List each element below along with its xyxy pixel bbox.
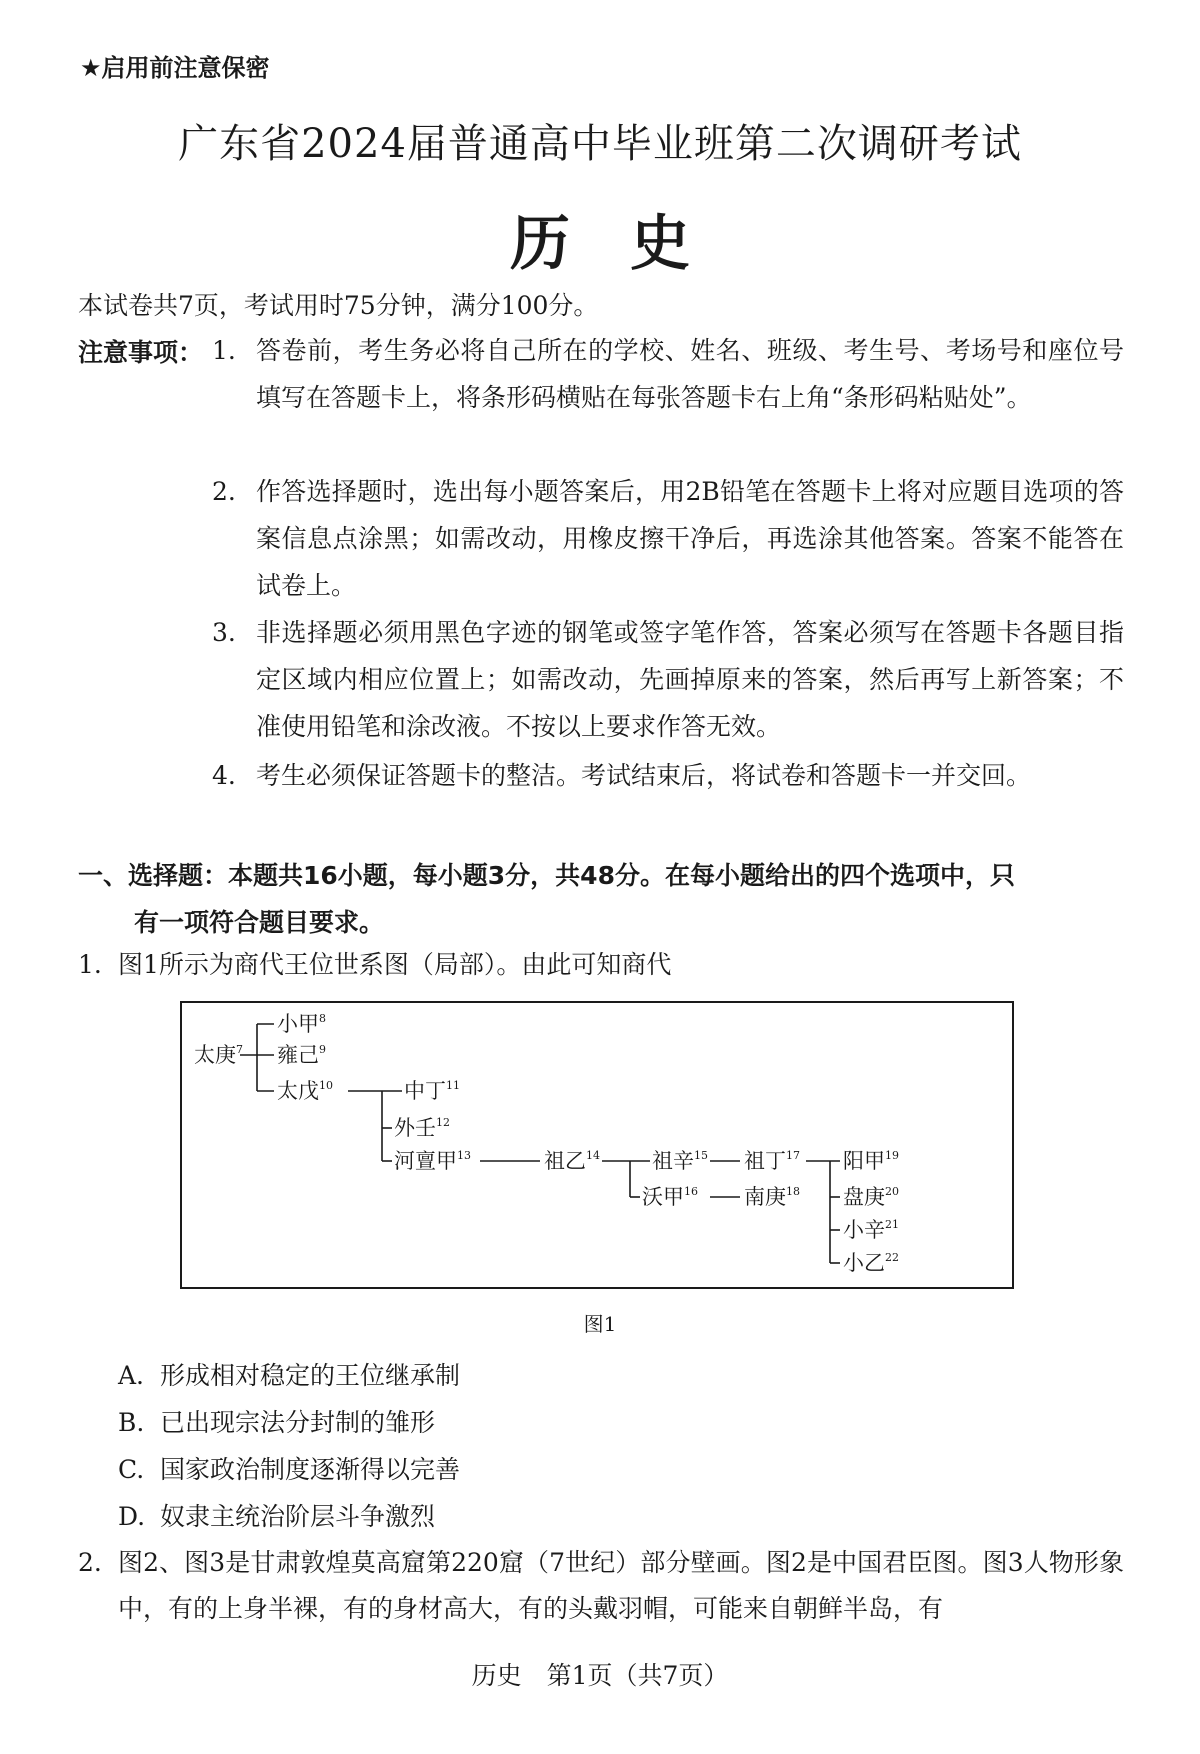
- notice-item-text: 答卷前，考生务必将自己所在的学校、姓名、班级、考生号、考场号和座位号填写在答题卡上，将条形码横贴在每张答题卡右上角“条形码粘贴处”。: [256, 336, 1124, 412]
- king-wairen: 外壬$^{12}$: [394, 1116, 450, 1140]
- exam-intro: 本试卷共7页，考试用时75分钟，满分100分。: [78, 291, 599, 320]
- option-text: 国家政治制度逐渐得以完善: [160, 1455, 461, 1484]
- question-2: [78, 1540, 1124, 1632]
- option-text: 奴隶主统治阶层斗争激烈: [160, 1502, 436, 1531]
- page-footer: 历史 第1页（共7页）: [471, 1661, 729, 1690]
- figure-caption: 图1: [583, 1312, 617, 1336]
- king-taigeng: 太庚$^7$: [194, 1043, 243, 1067]
- section-heading-line2: 有一项符合题目要求。: [134, 908, 385, 937]
- option-label: C.: [118, 1455, 145, 1484]
- king-wojia: 沃甲$^{16}$: [642, 1185, 698, 1209]
- option-a[interactable]: [118, 1356, 460, 1392]
- notice-item-number: 4.: [212, 761, 236, 790]
- genealogy-figure: [180, 1001, 1014, 1289]
- option-label: A.: [118, 1361, 145, 1390]
- king-xiaoyi: 小乙$^{22}$: [843, 1251, 899, 1275]
- king-pangeng: 盘庚$^{20}$: [843, 1185, 899, 1209]
- question-1: [78, 942, 1124, 988]
- question-number: 1.: [78, 950, 102, 979]
- option-c[interactable]: [118, 1450, 460, 1486]
- notice-item-text: 考生必须保证答题卡的整洁。考试结束后，将试卷和答题卡一并交回。: [256, 761, 1032, 790]
- notice-item-4: [212, 752, 1124, 799]
- notice-item-number: 2.: [212, 477, 236, 506]
- option-label: B.: [118, 1408, 145, 1437]
- notice-item-number: 3.: [212, 618, 236, 647]
- king-nangeng: 南庚$^{18}$: [744, 1185, 800, 1209]
- genealogy-lines: [240, 1024, 840, 1263]
- confidential-mark: ★启用前注意保密: [80, 54, 270, 82]
- genealogy-diagram: [182, 1003, 1012, 1287]
- notice-item-number: 1.: [212, 336, 236, 365]
- question-stem: 图2、图3是甘肃敦煌莫高窟第220窟（7世纪）部分壁画。图2是中国君臣图。图3人物形象中，有的上身半裸，有的身材高大，有的头戴羽帽，可能来自朝鲜半岛，有: [118, 1548, 1124, 1623]
- section-heading-line1: 一、选择题：本题共16小题，每小题3分，共48分。在每小题给出的四个选项中，只: [78, 861, 1015, 890]
- king-xiaoxin: 小辛$^{21}$: [843, 1218, 899, 1242]
- king-taiwu: 太戊$^{10}$: [277, 1079, 333, 1103]
- section-heading: [78, 852, 1128, 946]
- notice-item-3: [212, 609, 1124, 750]
- notice-item-2: [212, 468, 1124, 609]
- notice-item-text: 非选择题必须用黑色字迹的钢笔或签字笔作答，答案必须写在答题卡各题目指定区域内相应位置上；如需改动，先画掉原来的答案，然后再写上新答案；不准使用铅笔和涂改液。不按以上要求作答无效。: [256, 618, 1124, 741]
- king-xiaojia: 小甲$^8$: [277, 1012, 326, 1036]
- king-zuding: 祖丁$^{17}$: [744, 1149, 800, 1173]
- king-zuxin: 祖辛$^{15}$: [652, 1149, 708, 1173]
- notice-label: 注意事项：: [78, 338, 204, 367]
- option-text: 形成相对稳定的王位继承制: [160, 1361, 461, 1390]
- notice-item-text: 作答选择题时，选出每小题答案后，用2B铅笔在答题卡上将对应题目选项的答案信息点涂黑；如需改动，用橡皮擦干净后，再选涂其他答案。答案不能答在试卷上。: [256, 477, 1124, 600]
- notice-item-1: [212, 327, 1124, 468]
- question-number: 2.: [78, 1548, 102, 1577]
- option-label: D.: [118, 1502, 146, 1531]
- king-yangjia: 阳甲$^{19}$: [843, 1149, 899, 1173]
- king-zuyi: 祖乙$^{14}$: [544, 1149, 600, 1173]
- question-stem: 图1所示为商代王位世系图（局部）。由此可知商代: [118, 950, 672, 979]
- option-text: 已出现宗法分封制的雏形: [160, 1408, 436, 1437]
- king-yongji: 雍己$^9$: [277, 1043, 326, 1067]
- option-d[interactable]: [118, 1497, 435, 1533]
- option-b[interactable]: [118, 1403, 435, 1439]
- king-zhongding: 中丁$^{11}$: [404, 1079, 460, 1103]
- exam-title: 广东省2024届普通高中毕业班第二次调研考试: [178, 121, 1022, 167]
- king-hedanjia: 河亶甲$^{13}$: [394, 1149, 471, 1173]
- subject-title: 历史: [510, 209, 750, 279]
